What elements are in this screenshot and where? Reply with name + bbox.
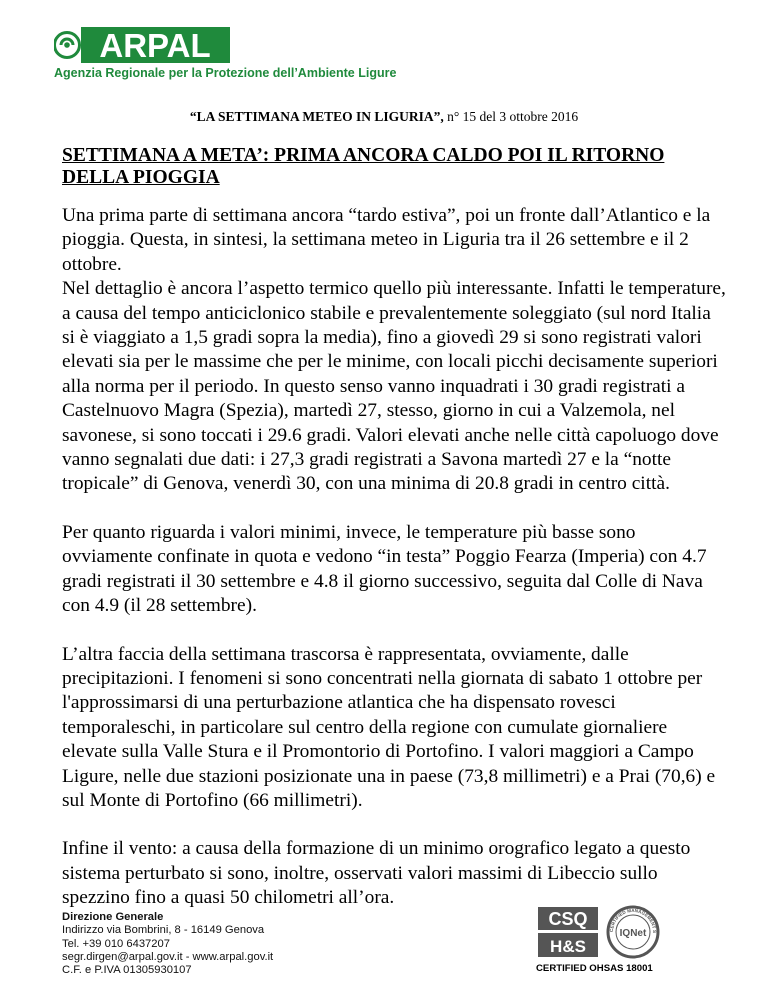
vat-number: C.F. e P.IVA 01305930107 bbox=[62, 964, 192, 977]
logo-text: ARPAL bbox=[99, 27, 211, 64]
contacts: segr.dirgen@arpal.gov.it - www.arpal.gov.it bbox=[62, 950, 274, 963]
paragraph-precipitation: L’altra faccia della settimana trascorsa è rappresentata, ovviamente, dalle precipitazioni. I fenomeni si sono concentrati nella giornata di sabato 1 ottobre per l'approssimarsi di una perturbazione atlantica che ha dispensato rovesci temporaleschi, in particolare sul centro della regione con cumulate giornaliere elevate sulla Valle Stura e il Promontorio di Portofino. I valori maggiori a Campo Ligure, nelle due stazioni posizionate una in paese (73,8 millimetri) e a Prai (70,6) e sul Monte di Portofino (66 millimetri). bbox=[62, 643, 716, 811]
bulletin-issue: n° 15 del 3 ottobre 2016 bbox=[443, 109, 579, 124]
headline: SETTIMANA A META’: PRIMA ANCORA CALDO POI IL RITORNO DELLA PIOGGIA bbox=[62, 145, 665, 188]
paragraph-temperature: Nel dettaglio è ancora l’aspetto termico quello più interessante. Infatti le temperature, a causa del tempo anticiclonico stabile e prevalentemente soleggiato (sul nord Italia si è viaggiato a 1,5 gradi sopra la media), fino a giovedì 29 si sono registrati valori elevati sia per le massime che per le minime, con locali picchi decisamente superiori alla norma per il periodo. In questo senso vanno inquadrati i 30 gradi registrati a Castelnuovo Magra (Spezia), martedì 27, stesso, giorno in cui a Valzemola, nel savonese, si sono toccati i 29.6 gradi. Valori elevati anche nelle città capoluogo dove vanno segnalati due dati: i 27,3 gradi registrati a Savona martedì 27 e la “notte tropicale” di Genova, venerdì 30, con una minima di 20.8 gradi in centro città. bbox=[62, 278, 726, 495]
hs-mark: H&S bbox=[550, 937, 586, 956]
seal-text: CERTIFIED MANAGEMENT S bbox=[608, 908, 658, 934]
iqnet-mark: IQNet bbox=[619, 928, 647, 939]
article-body bbox=[62, 204, 726, 935]
paragraph-wind: Infine il vento: a causa della formazione di un minimo orografico legato a questo sistema perturbato si sono, inoltre, osservati valori massimi di Libeccio sullo spezzino fino a quasi 50 chilometri all’ora. bbox=[62, 838, 691, 909]
bulletin-series: “LA SETTIMANA METEO IN LIGURIA”, bbox=[189, 109, 444, 124]
footer-contact bbox=[62, 911, 273, 977]
bulletin-subtitle bbox=[0, 109, 768, 125]
address: Indirizzo via Bombrini, 8 - 16149 Genova bbox=[62, 924, 265, 937]
paragraph-minimum: Per quanto riguarda i valori minimi, invece, le temperature più basse sono ovviamente confinate in quota e vedono “in testa” Poggio Fearza (Imperia) con 4.7 gradi registrati il 30 settembre e 4.8 il giorno successivo, seguita dal Colle di Nava con 4.9 (il 28 settembre). bbox=[62, 521, 707, 617]
paragraph-intro: Una prima parte di settimana ancora “tardo estiva”, poi un fronte dall’Atlantico e la pioggia. Questa, in sintesi, la settimana meteo in Liguria tra il 26 settembre e il 2 ottobre. bbox=[62, 205, 711, 275]
paragraph bbox=[62, 204, 726, 497]
csq-mark: CSQ bbox=[548, 909, 588, 929]
department-name: Direzione Generale bbox=[62, 911, 164, 923]
certification-label: CERTIFIED OHSAS 18001 bbox=[536, 963, 653, 974]
arpal-logo bbox=[54, 26, 230, 64]
agency-name: Agenzia Regionale per la Protezione dell’Ambiente Ligure bbox=[54, 66, 397, 80]
phone: Tel. +39 010 6437207 bbox=[62, 937, 170, 950]
